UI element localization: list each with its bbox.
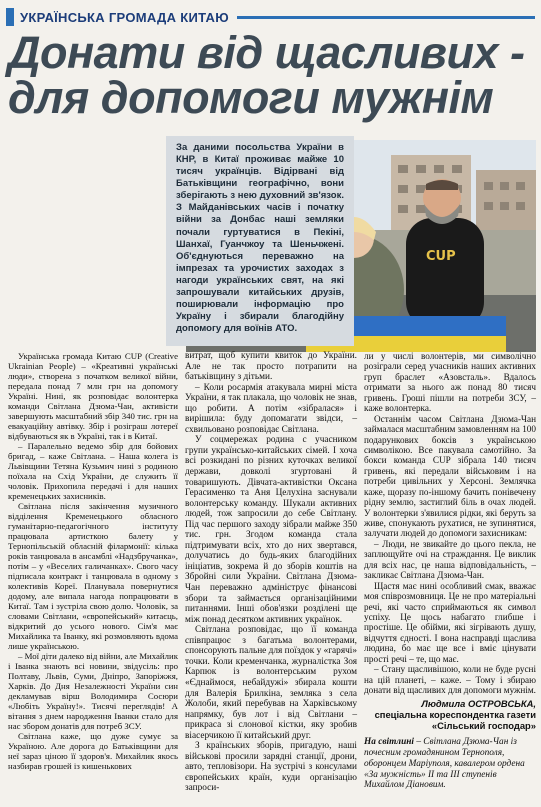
paragraph: ли у числі волонтерів, ми символічно розіграли серед учасників наших активних груп браслет «Азовсталь». Вдалось отримати за нього аж понад 80 тисяч гривень. Гроші пішли на потреби ЗСУ, – каже волонтерка. <box>364 351 536 414</box>
article-column-1 <box>8 351 178 771</box>
author-signature <box>364 698 536 731</box>
photo-caption <box>364 737 536 791</box>
paragraph: витрат, щоб купити квиток до України. Але не так просто потрапити на батьківщину з дітьми. <box>185 351 357 383</box>
paragraph: Світлана каже, що дуже сумує за Україною. Але дорога до Батьківщини для неї зараз ціною її здоров'я. Михайлик якось назбирав грошей із кишенькових <box>8 731 178 771</box>
paragraph: – Стану щасливішою, коли не буде русні на цій планеті, – каже. – Тому і збираю донати від щасливих для допомоги мужнім. <box>364 664 536 695</box>
paragraph: – Мої діти далеко від війни, але Михайлик і Іванка знають всі новини, звідусіль: про Полтаву, Львів, Суми, Дніпро, Запоріжжя, Харків. До Дня Незалежності України син декламував вірш Володимира Сосюри «Любіть Україну!». Тисячі переглядів! А вітання з днем народження Іванки стало для нас збором донатів для потреб ЗСУ. <box>8 651 178 731</box>
paragraph: Українська громада Китаю CUP (Creative Ukrainian People) – «Креативні українські люди», створена з початком великої війни, передала понад 7 млн грн на допомогу Україні. Нині, як розповідає волонтерка команди Світлана Дзюма-Чан, активісти завершують масштабний збір 340 тис. грн на евакуаційну автівку. Збір і розіграш лотереї відбуваються як в Україні, так і в Китаї. <box>8 351 178 441</box>
caption-label: На світлині <box>364 737 414 748</box>
author-role: спеціальна кореспондентка газети <box>374 709 536 721</box>
paragraph: З країнських зборів, пригадую, наші військові просили зарядні станції, дрони, авто, тепловізори. На зустрічі з консулами європейських країн, куди організацію запроси- <box>185 741 357 794</box>
paragraph: – Люди, не звикайте до цього пекла, не заплющуйте очі на страждання. Це виклик для всіх нас, це наша відповідальність, – закликає Світлана Дзюма-Чан. <box>364 538 536 581</box>
paragraph: Світлана після закінчення музичного відділення Кременецького обласного гуманітарно-педагогічного інституту працювала артисткою балету у Тернопільській обласній філармонії: кілька років танцювала в ансамблі «Надзбручанка», потім – у «Веселих галичанках». Свого часу підписала контракт і танцювала в одному з колективів Кореї. Планувала повернутися додому, але випала нагода попрацювати в Китаї. Там і зустріла свою долю. Чоловік, за словами Світлани, «європейський» китаєць, відкритий до усього нового. Сім'я має Михайлика та Іванку, які розмовляють вдома лише українською. <box>8 501 178 651</box>
lead-paragraph: За даними посольства України в КНР, в Китаї проживає майже 10 тисяч українців. Відірвані від Батьківщини географічно, вони зберігають з нею духовний зв'язок. З Майданівських часів і початку війни за Донбас наші земляки почали гуртуватися в Пекіні, Шанхаї, Гуанчжоу та Шеньчжені. Об'єднуються переважно на імпрезах та урочистих заходах з нагоди українських свят, на які запрошували китайських друзів, поширювали інформацію про Україну і збирали благодійну допомогу для воїнів АТО. <box>166 136 354 346</box>
paragraph: У соцмережах родина с учасником групи українсько-китайських сімей. І хоча всі розкидані по різних куточках великої держави, довколі згуртовані й товаришують. Дівчата-активістки Оксана Герасименко та Аня Целухіна заснували волонтерську команду. Шукали активних людей, тож запросили до себе Світлану. Під час першого заходу зібрали майже 350 тис. грн. Згодом команда стала підтримувати всіх, хто до них звертався, долучатись до будь-яких благодійних ініціатив, зокрема й до зборів коштів на Збройні сили України. Світлана Дзюма-Чан переважно адмініструє фінансові збори та займається організаційними питаннями. Інші обов'язки розділені ще між понад десятком активних українок. <box>185 435 357 625</box>
section-accent-bar <box>6 8 14 26</box>
caption-text: – Світлана Дзюма-Чан із почесним громадянином Тернополя, оборонцем Маріуполя, кавалером ордена «За мужність» ІІ та ІІІ ступенів Михайлом Діановим. <box>364 737 525 791</box>
article-column-3 <box>364 351 536 791</box>
paragraph: Останнім часом Світлана Дзюма-Чан займалася масштабним замовленням на 100 подарункових боксів з українською символікою. Все пакувала самотійно. За бокси команда CUP зібрала 140 тисяч гривень, які передали військовим і на потреби цивільних у Херсоні. Землячка каже, щоразу по-іншому бачить понівечену рідну землю, застиглий біль в очах людей. У волонтерки з'явилися рідки, які беруть за живе, спонукають рухатися, не зупинятися, залучати людей до допомоги захисникам: <box>364 413 536 539</box>
section-rule <box>237 16 535 19</box>
author-name: Людмила ОСТРОВСЬКА, <box>421 698 536 710</box>
paragraph: Світлана розповідає, що її команда співпрацює з багатьма волонтерами, спонсорують пальне для поїздок у «гарячі» точки. Коли кременчанка, журналістка Зоя Карпюк із волонтерським рухом «Єднаймося, небайдужі» збирала кошти для Валерія Брилкіна, землякa з села Жолоби, який перебував на Харківському напрямку, був лот і від Світлани – прикраса зі слонової кістки, яку зробив віасерчикою її китайський друг. <box>185 625 357 741</box>
paragraph: – Коли росармія атакувала мирні міста України, я так плакала, що чоловік не знав, що робити. А потім «зібралася» і вирішила: буду допомагати звідси, – схвильовано розповідає Світлана. <box>185 382 357 435</box>
author-publication: «Сільський господар» <box>431 720 536 732</box>
paragraph: – Паралельно ведемо збір для бойових бригад, – каже Світлана. – Наша колега із Львівщини Тетяна Кузьмич нині з родиною поїхала на Схід України, де служить її чоловік. Прихопила передачі і для наших кременецьких захисників. <box>8 441 178 501</box>
section-header <box>6 6 535 28</box>
headline <box>8 27 534 123</box>
paragraph: Щастя має нині особливий смак, вважає моя співрозмовниця. Це не про матеріальні речі, які часто сприймаються як символ успіху. Це щось набагато глибше і простіше. Це обійми, які зігрівають душу, відчуття єдності. І вона насправді щаслива людина, бо має ще все і вміє цінувати прості речі – те, що має. <box>364 580 536 664</box>
svg-text:CUP: CUP <box>426 249 456 264</box>
article-column-2 <box>185 351 357 794</box>
headline-line-1: Донати від щасливих - <box>8 27 525 78</box>
section-label: УКРАЇНСЬКА ГРОМАДА КИТАЮ <box>20 9 229 25</box>
headline-line-2: для допомоги мужнім <box>8 72 494 123</box>
